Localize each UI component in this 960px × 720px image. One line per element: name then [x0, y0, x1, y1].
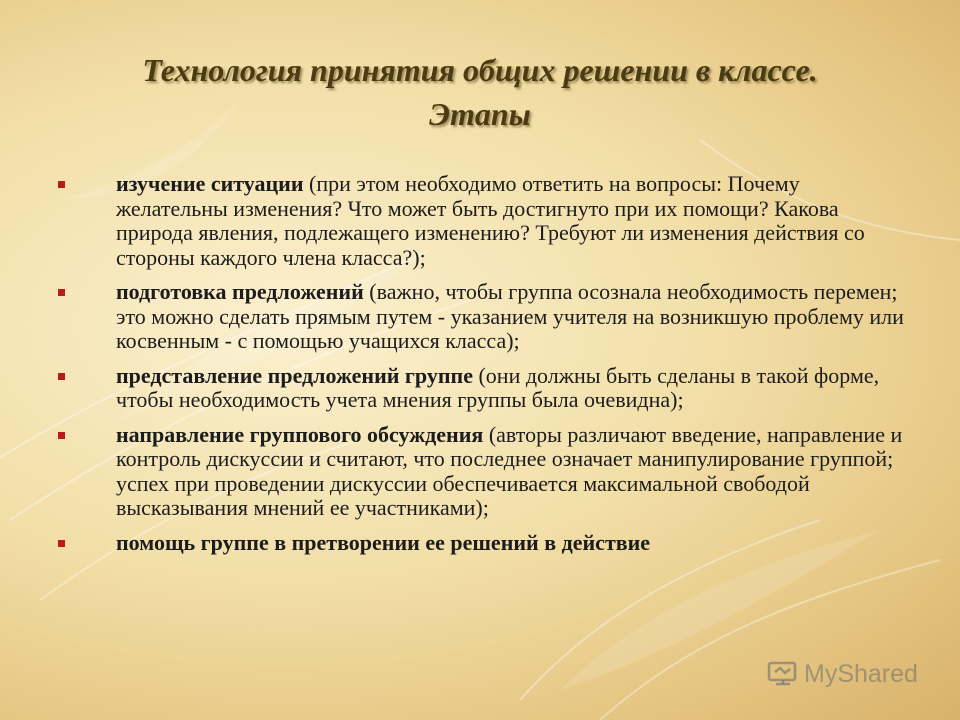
item-text: (авторы различают введение, направление и контроль дискуссии и считают, что последнее означает манипулирование группой; успех при проведении дискуссии обеспечивается максимальной свободой высказывания мнений ее участниками);: [116, 421, 903, 520]
title-line-2: Этапы: [429, 96, 531, 132]
list-item: [56, 531, 916, 556]
square-bullet-icon: [58, 289, 65, 296]
myshared-watermark[interactable]: [766, 656, 918, 692]
square-bullet-icon: [58, 432, 65, 439]
list-item: [56, 280, 916, 354]
square-bullet-icon: [58, 181, 65, 188]
myshared-logo-icon: [766, 659, 800, 689]
square-bullet-icon: [58, 540, 65, 547]
item-heading: подготовка предложений: [116, 279, 364, 304]
list-item: [56, 172, 916, 270]
item-heading: направление группового обсуждения: [116, 421, 484, 447]
item-text: (они должны быть сделаны в такой форме, чтобы необходимость учета мнения группы была очевидна);: [116, 362, 880, 412]
item-heading: помощь группе в претворении ее решений в действие: [116, 529, 651, 555]
item-text: (важно, чтобы группа осознала необходимость перемен; это можно сделать прямым путем - указанием учителя на возникшую проблему или косвенным - с помощью учащихся класса);: [116, 279, 904, 353]
list-item: [56, 423, 916, 521]
page-title: [0, 48, 960, 136]
stages-list: [56, 172, 916, 565]
list-item: [56, 364, 916, 413]
item-heading: изучение ситуации: [116, 171, 304, 196]
item-text: (при этом необходимо ответить на вопросы: Почему желательны изменения? Что может быть достигнуто при их помощи? Какова природа явления, подлежащего изменению? Требуют ли изменения действия со стороны каждого члена класса?);: [116, 171, 865, 270]
square-bullet-icon: [58, 373, 65, 380]
watermark-text: MyShared: [804, 659, 918, 688]
title-line-1: Технология принятия общих решении в классе.: [142, 52, 818, 88]
item-heading: представление предложений группе: [116, 362, 473, 388]
